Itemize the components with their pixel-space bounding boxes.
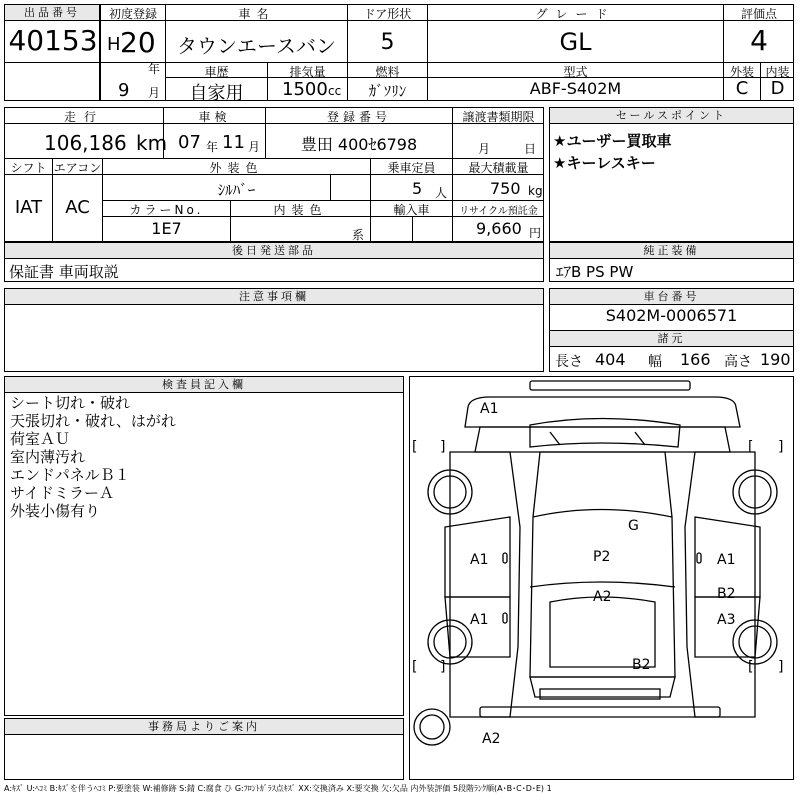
load: 750: [490, 179, 521, 198]
bracket: [: [412, 659, 418, 675]
bracket: [: [748, 659, 754, 675]
history-label: 車歴: [204, 65, 229, 79]
capacity-label: 乗車定員: [387, 161, 436, 175]
office-label: 事務局よりご案内: [5, 719, 403, 735]
int-label: 内装: [765, 65, 790, 79]
later-parts-value: 保証書 車両取説: [9, 263, 119, 281]
mark-b2-rear: B2: [632, 657, 651, 673]
genuine-value: ｴｱB PS PW: [556, 263, 634, 281]
color-no: 1E7: [151, 219, 182, 238]
ext-color: ｼﾙﾊﾞｰ: [217, 181, 256, 199]
mark-p2: P2: [593, 549, 611, 565]
doors: 5: [380, 30, 395, 55]
mileage: 106,186: [44, 131, 127, 155]
front-bumper: [465, 397, 740, 427]
bracket: ]: [778, 439, 784, 455]
later-parts-label: 後日発送部品: [5, 243, 543, 259]
plate-label: 登録番号: [326, 110, 391, 124]
plate: 豊田 400ｾ6798: [300, 135, 418, 154]
tail-strip: [480, 707, 720, 717]
inspection-label: 車検: [198, 110, 231, 124]
inspection-month-unit: 月: [248, 140, 261, 154]
capacity: 5: [412, 179, 423, 198]
mark-right-b2: B2: [717, 586, 736, 602]
month: 9: [118, 80, 130, 101]
transfer-day-unit: 日: [524, 142, 537, 156]
mark-left-a1-rear: A1: [470, 612, 489, 628]
chassis-label: 車台番号: [550, 289, 793, 305]
displacement-unit: cc: [328, 84, 342, 98]
load-label: 最大積載量: [468, 161, 529, 175]
mileage-unit: km: [136, 131, 168, 155]
fuel: ｶﾞｿﾘﾝ: [368, 82, 407, 100]
inspector-label: 検査員記入欄: [5, 377, 403, 393]
rear-panel: [530, 677, 675, 697]
displacement-label: 排気量: [289, 65, 326, 79]
score: 4: [750, 24, 768, 57]
inspection-month: 11: [222, 132, 245, 153]
import-label: 輸入車: [393, 203, 430, 217]
van-diagram: [410, 377, 792, 778]
int-color-label: 内装色: [273, 203, 328, 217]
car-name: タウンエースバン: [177, 34, 336, 58]
history: 自家用: [189, 83, 244, 104]
genuine-label: 純正装備: [550, 243, 793, 259]
inspector-line: サイドミラーＡ: [10, 484, 114, 502]
chassis-value: S402M-0006571: [605, 306, 738, 325]
dims-label: 諸元: [550, 330, 793, 347]
bracket: ]: [440, 659, 446, 675]
model: ABF-S402M: [529, 79, 622, 98]
mark-a2: A2: [593, 589, 612, 605]
notes-label: 注意事項欄: [5, 289, 543, 305]
transfer-label: 譲渡書類期限: [462, 110, 535, 124]
fuel-label: 燃料: [375, 65, 400, 79]
lot-label: 出品番号: [5, 5, 99, 21]
model-label: 型式: [563, 65, 588, 79]
legend-text: A:ｷｽﾞ U:ﾍｺﾐ B:ｷｽﾞを伴うﾍｺﾐ P:要塗装 W:補修跡 S:錆 C:腐食 ひ G:ﾌﾛﾝﾄｶﾞﾗｽ点ｷｽﾞ XX:交換済み X:要交換 欠:欠品 内外装評価 5段階ﾗﾝｸ順(A･B･C･D･E) 1: [4, 784, 552, 793]
displacement: 1500: [282, 79, 328, 100]
mark-front-a1: A1: [480, 401, 499, 417]
bracket: ]: [440, 439, 446, 455]
inspection-year: 07: [178, 132, 201, 153]
sales-points-box: [549, 107, 794, 242]
mark-right-a1: A1: [717, 552, 736, 568]
car-name-label: 車名: [238, 7, 275, 21]
shift-label: シフト: [10, 161, 47, 175]
int-grade: D: [770, 78, 785, 99]
cabin-line: [533, 510, 672, 518]
bracket: [: [412, 439, 418, 455]
shift: IAT: [14, 197, 43, 218]
load-unit: kg: [528, 184, 543, 198]
bracket: [: [748, 439, 754, 455]
height: 190: [760, 350, 791, 369]
inspector-line: シート切れ・破れ: [10, 394, 131, 412]
length-label: 長さ: [555, 354, 583, 370]
year-unit: 年: [148, 62, 161, 76]
ac-label: エアコン: [53, 161, 102, 175]
month-unit: 月: [148, 86, 161, 100]
damage-diagram-box: [409, 376, 794, 780]
ac: AC: [65, 197, 90, 218]
sales-point-1: ★ユーザー買取車: [553, 132, 672, 150]
width: 166: [680, 350, 711, 369]
inspector-list: [10, 394, 176, 520]
recycle: 9,660: [476, 219, 522, 238]
ext-color-label: 外装色: [209, 161, 264, 175]
mark-g: G: [628, 518, 639, 534]
length: 404: [595, 350, 626, 369]
ext-grade: C: [735, 78, 749, 99]
ext-label: 外装: [729, 65, 754, 79]
sales-points-label: セールスポイント: [550, 108, 793, 124]
bracket: ]: [778, 659, 784, 675]
recycle-label: リサイクル預託金: [459, 206, 538, 217]
recycle-unit: 円: [529, 226, 542, 240]
transfer-month-unit: 月: [478, 142, 491, 156]
grade-label: グレード: [535, 7, 616, 21]
inspector-line: 室内薄汚れ: [10, 448, 86, 466]
width-label: 幅: [648, 354, 662, 370]
era: H: [107, 34, 121, 55]
inspector-line: エンドパネルＢ１: [10, 466, 130, 484]
door-label: ドア形状: [363, 7, 412, 21]
lot-number: 40153: [8, 24, 98, 57]
inspector-line: 荷室ＡＵ: [10, 430, 71, 448]
front-panel: [475, 427, 730, 452]
mark-left-a1: A1: [470, 552, 489, 568]
inspection-year-unit: 年: [206, 140, 219, 154]
int-color-unit: 系: [352, 228, 365, 242]
rear-line: [530, 582, 675, 587]
sales-point-2: ★キーレスキー: [553, 154, 656, 172]
capacity-unit: 人: [435, 186, 448, 200]
color-no-label: カラーNo.: [129, 203, 204, 217]
mark-a3: A3: [717, 612, 736, 628]
inspector-line: 天張切れ・破れ、はがれ: [10, 412, 176, 430]
windshield: [530, 419, 680, 448]
mileage-label: 走行: [63, 110, 104, 124]
first-reg-label: 初度登録: [108, 7, 157, 21]
mark-tail-a2: A2: [482, 731, 501, 747]
grade: GL: [559, 28, 592, 56]
roof-strip: [530, 381, 690, 390]
height-label: 高さ: [724, 354, 752, 370]
score-label: 評価点: [740, 7, 777, 21]
inspector-line: 外装小傷有り: [10, 502, 101, 520]
year: 20: [120, 26, 156, 59]
